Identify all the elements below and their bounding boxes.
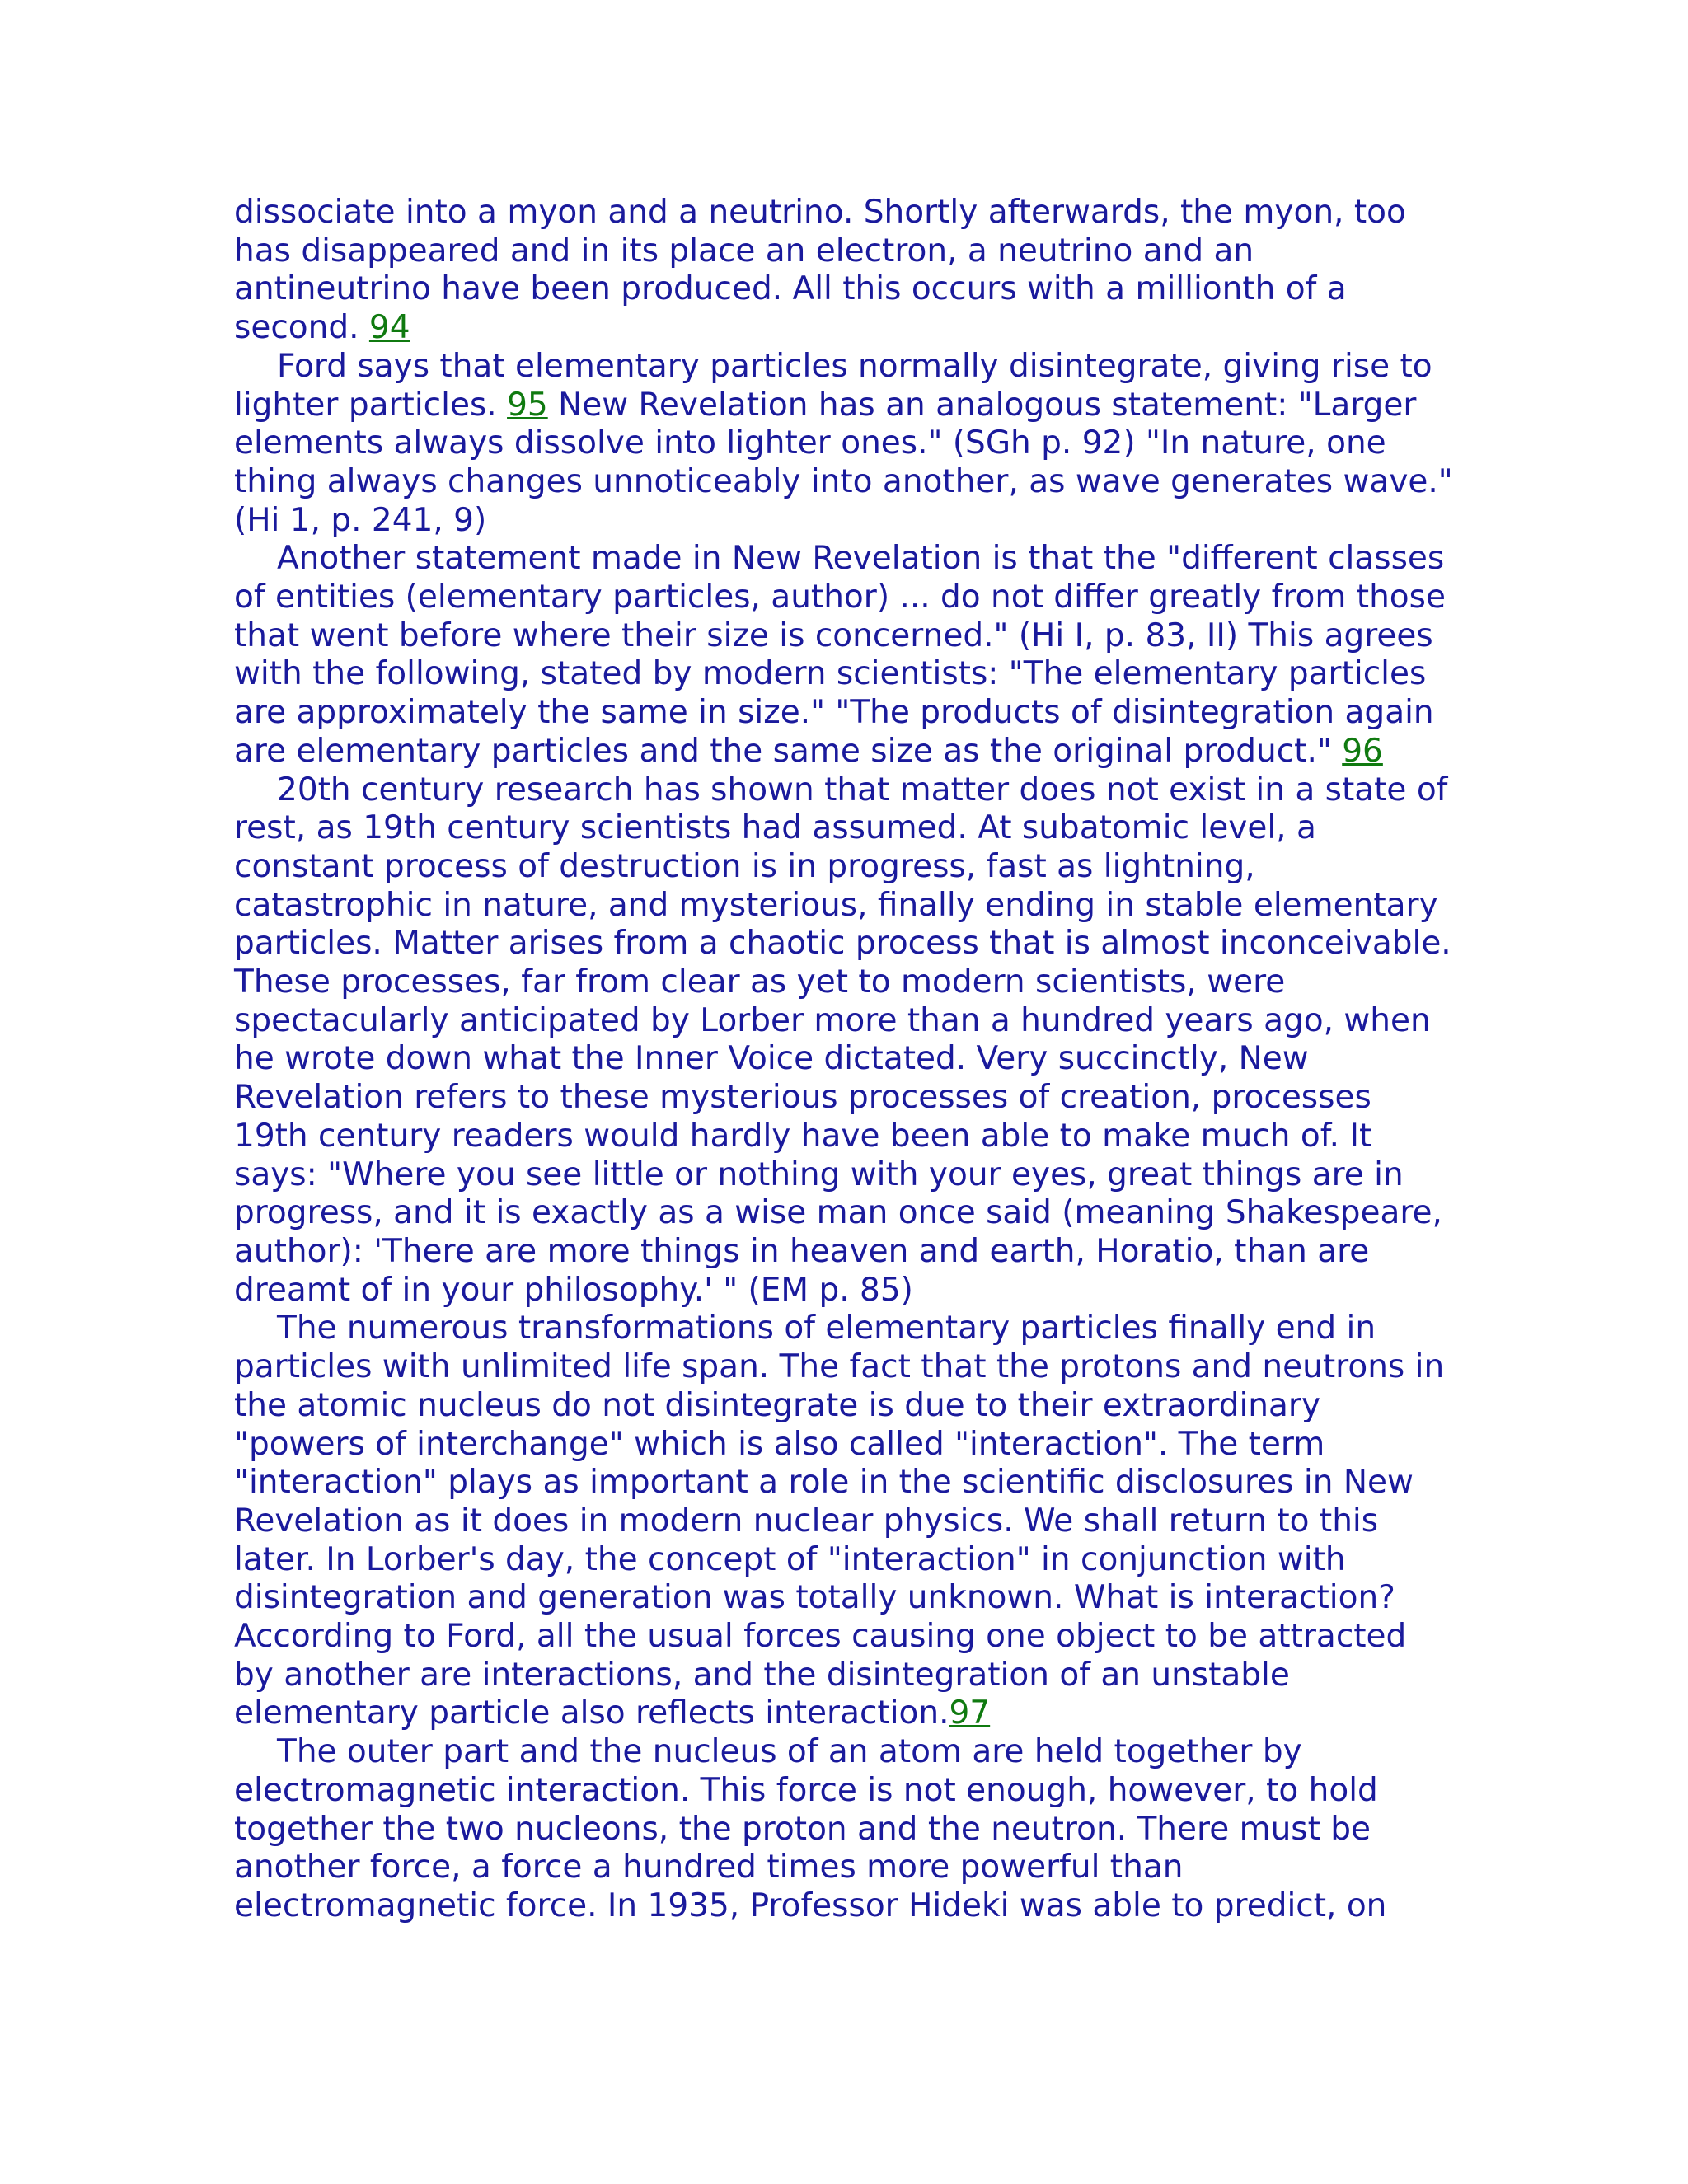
paragraph [234,348,1454,541]
paragraph [234,540,1454,771]
paragraph-text: The numerous transformations of elementary particles finally end in particles with unlimited life span. The fact that the protons and neutrons in the atomic nucleus do not disintegrate is due to their extraordinary "powers of interchange" which is also called "interaction". The term "interaction" plays as important a role in the scientific disclosures in New Revelation as it does in modern nuclear physics. We shall return to this later. In Lorber's day, the concept of "interaction" in conjunction with disintegration and generation was totally unknown. What is interaction? According to Ford, all the usual forces causing one object to be attracted by another are interactions, and the disintegration of an unstable elementary particle also reflects interaction. [234,1310,1445,1732]
footnote-link[interactable]: 97 [949,1694,991,1732]
paragraph-text: The outer part and the nucleus of an atom are held together by electromagnetic interaction. This force is not enough, however, to hold together the two nucleons, the proton and the neutron. There must be another force, a force a hundred times more powerful than electromagnetic force. In 1935, Professor Hideki was able to predict, on [234,1733,1387,1924]
footnote-link[interactable]: 95 [507,386,548,424]
paragraph [234,1310,1454,1733]
paragraph-text: 20th century research has shown that matter does not exist in a state of rest, as 19th century scientists had assumed. At subatomic level, a constant process of destruction is in progress, fast as lightning, catastrophic in nature, and mysterious, finally ending in stable elementary particles. Matter arises from a chaotic process that is almost inconceivable. These processes, far from clear as yet to modern scientists, were spectacularly anticipated by Lorber more than a hundred years ago, when he wrote down what the Inner Voice dictated. Very succinctly, New Revelation refers to these mysterious processes of creation, processes 19th century readers would hardly have been able to make much of. It says: "Where you see little or nothing with your eyes, great things are in progress, and it is exactly as a wise man once said (meaning Shakespeare, author): 'There are more things in heaven and earth, Horatio, than are dreamt of in your philosophy.' " (EM p. 85) [234,771,1451,1309]
paragraph [234,194,1454,348]
paragraph-text: dissociate into a myon and a neutrino. Shortly afterwards, the myon, too has disappeared and in its place an electron, a neutrino and an antineutrino have been produced. All this occurs with a millionth of a second. [234,194,1406,347]
paragraph-text: New Revelation has an analogous statement: "Larger elements always dissolve into lighter ones." (SGh p. 92) "In nature, one thing always changes unnoticeably into another, as wave generates wave." (Hi 1, p. 241, 9) [234,386,1453,539]
paragraph-text: Ford says that elementary particles normally disintegrate, giving rise to lighter particles. [234,347,1432,424]
paragraph [234,1733,1454,1926]
footnote-link[interactable]: 94 [368,309,410,347]
document-body [234,194,1454,1926]
paragraph-text: Another statement made in New Revelation is that the "different classes of entities (elementary particles, author) ... do not differ greatly from those that went before where their size is concerned." (Hi I, p. 83, II) This agrees with the following, stated by modern scientists: "The elementary particles are approximately the same in size." "The products of disintegration again are elementary particles and the same size as the original product." [234,540,1446,770]
paragraph [234,771,1454,1310]
footnote-link[interactable]: 96 [1342,732,1383,770]
